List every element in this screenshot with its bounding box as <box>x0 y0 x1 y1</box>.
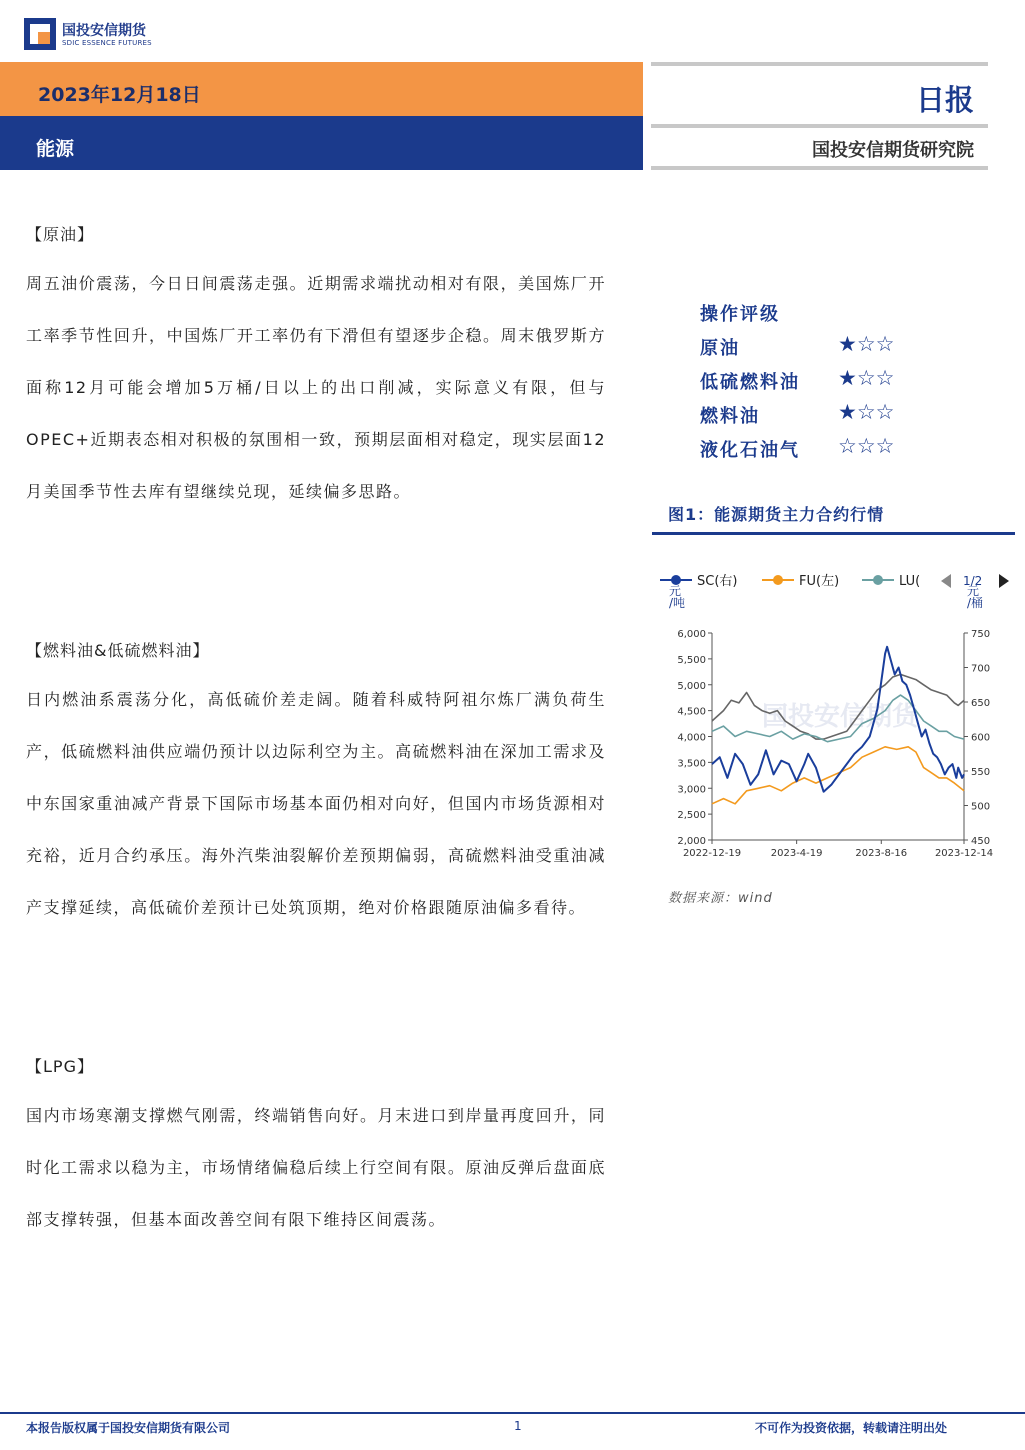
institute-name: 国投安信期货研究院 <box>812 140 974 161</box>
y-right-tick-label: 650 <box>971 698 991 709</box>
legend-marker <box>873 575 883 585</box>
chart-axes <box>669 584 993 859</box>
rating-label: 低硫燃料油 <box>700 372 800 393</box>
y-left-tick-label: 3,500 <box>677 758 706 770</box>
legend-label: FU(左) <box>799 574 840 589</box>
rating-row <box>700 368 960 402</box>
legend-marker <box>773 575 783 585</box>
section-body-crude: 周五油价震荡，今日日间震荡走强。近期需求端扰动相对有限，美国炼厂开工率季节性回升，中国炼厂开工率仍有下滑但有望逐步企稳。周末俄罗斯方面称12月可能会增加5万桶/日以上的出口削减，实际意义有限，但与OPEC+近期表态相对积极的氛围相一致，预期层面相对稳定，现实层面12月美国季节性去库有望继续兑现，延续偏多思路。 <box>26 274 606 501</box>
rating-row <box>700 436 960 470</box>
header-rule <box>651 62 988 66</box>
x-tick-label: 2023-8-16 <box>855 848 908 859</box>
y-right-tick-label: 550 <box>971 767 991 778</box>
header-rule <box>651 124 988 128</box>
y-right-unit: /桶 <box>967 596 984 610</box>
y-left-tick-label: 2,000 <box>677 836 706 847</box>
y-left-tick-label: 3,000 <box>677 784 706 796</box>
ratings-panel <box>700 300 960 470</box>
page-number: 1 <box>514 1419 522 1433</box>
rating-label: 原油 <box>700 338 740 359</box>
y-left-unit: 元 <box>669 584 682 598</box>
legend-label: LU( <box>899 574 921 589</box>
footer-disclaimer: 不可作为投资依据，转载请注明出处 <box>755 1421 948 1435</box>
chart-legend <box>660 574 1009 589</box>
y-right-tick-label: 450 <box>971 836 991 847</box>
x-tick-label: 2023-4-19 <box>770 848 823 859</box>
report-type: 日报 <box>915 83 974 117</box>
footer-copyright: 本报告版权属于国投安信期货有限公司 <box>26 1421 231 1435</box>
star-rating-icon: ★☆☆ <box>838 366 895 390</box>
x-tick-label: 2023-12-14 <box>934 848 994 859</box>
legend-next-icon <box>999 574 1009 588</box>
logo-mark-icon <box>24 18 56 50</box>
y-right-tick-label: 500 <box>971 801 991 813</box>
y-left-tick-label: 5,500 <box>677 654 706 666</box>
section-body-lpg: 国内市场寒潮支撑燃气刚需，终端销售向好。月末进口到岸量再度回升，同时化工需求以稳为主，市场情绪偏稳后续上行空间有限。原油反弹后盘面底部支撑转强，但基本面改善空间有限下维持区间震荡。 <box>26 1106 606 1229</box>
y-left-tick-label: 6,000 <box>677 629 706 640</box>
y-right-tick-label: 700 <box>971 663 991 675</box>
rating-label: 燃料油 <box>700 406 760 427</box>
sector-bar <box>0 116 643 170</box>
report-header-box <box>651 62 988 170</box>
star-rating-icon: ★☆☆ <box>838 400 895 424</box>
y-left-tick-label: 2,500 <box>677 810 706 822</box>
legend-page: 1/2 <box>963 574 983 588</box>
rating-label: 液化石油气 <box>700 440 800 461</box>
ratings-title-text: 操作评级 <box>700 304 780 325</box>
x-tick-label: 2022-12-19 <box>682 848 742 859</box>
header-rule <box>651 166 988 170</box>
chart-watermark: 国投安信期货 <box>761 702 919 732</box>
section-body-fuel-oil: 日内燃油系震荡分化，高低硫价差走阔。随着科威特阿祖尔炼厂满负荷生产，低硫燃料油供应端仍预计以边际利空为主。高硫燃料油在深加工需求及中东国家重油减产背景下国际市场基本面仍相对向好，但国内市场货源相对充裕，近月合约承压。海外汽柴油裂解价差预期偏弱，高硫燃料油受重油减产支撑延续，高低硫价差预计已处筑顶期，绝对价格跟随原油偏多看待。 <box>26 690 606 917</box>
y-right-tick-label: 600 <box>971 732 991 744</box>
report-date: 2023年12月18日 <box>38 84 201 106</box>
sector-label: 能源 <box>36 138 75 160</box>
logo-text-en: SDIC ESSENCE FUTURES <box>62 39 152 47</box>
rating-row <box>700 402 960 436</box>
legend-label: SC(右) <box>697 574 738 589</box>
figure-title: 图1：能源期货主力合约行情 <box>668 505 885 524</box>
footer-rule <box>0 1412 1025 1414</box>
section-title-lpg: 【LPG】 <box>26 1057 94 1076</box>
ratings-title <box>700 300 960 334</box>
star-rating-icon: ★☆☆ <box>838 332 895 356</box>
data-source: 数据来源：wind <box>668 891 773 906</box>
y-left-tick-label: 5,000 <box>677 680 706 692</box>
section-title-crude: 【原油】 <box>26 225 95 244</box>
y-left-tick-label: 4,500 <box>677 706 706 718</box>
y-left-unit: /吨 <box>669 596 686 610</box>
rating-row <box>700 334 960 368</box>
star-rating-icon: ☆☆☆ <box>838 434 895 458</box>
company-logo <box>24 18 164 52</box>
y-left-tick-label: 4,000 <box>677 732 706 744</box>
y-right-tick-label: 750 <box>971 629 991 640</box>
legend-prev-icon <box>941 574 951 588</box>
logo-text-cn: 国投安信期货 <box>62 23 146 39</box>
y-right-unit: 元 <box>967 584 980 598</box>
section-title-fuel-oil: 【燃料油&低硫燃料油】 <box>26 641 210 660</box>
figure-rule <box>652 532 1015 535</box>
energy-futures-chart <box>652 565 1015 875</box>
